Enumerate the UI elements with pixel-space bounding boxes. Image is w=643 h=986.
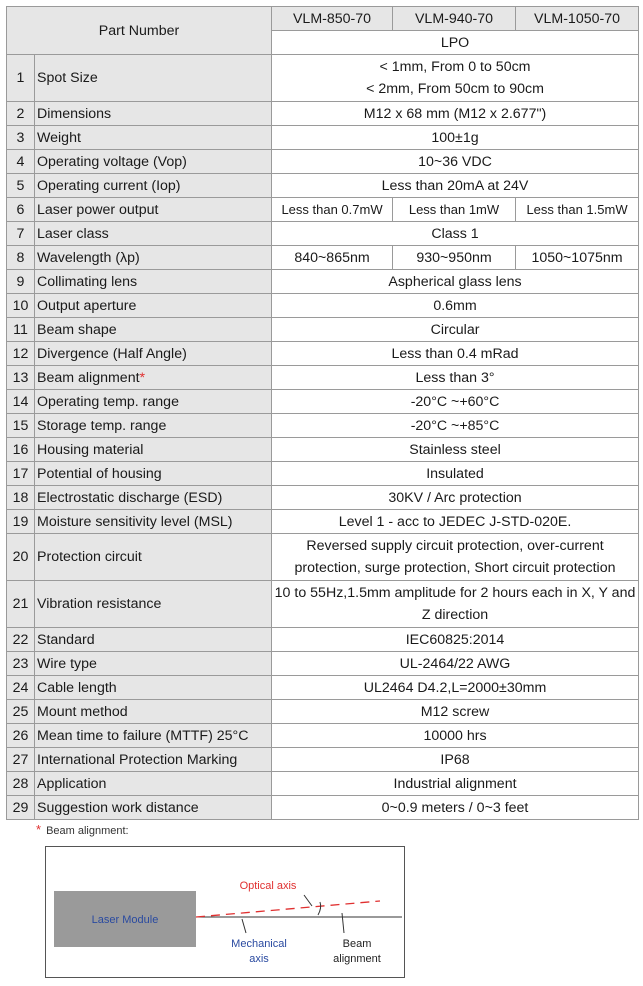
row-value: Reversed supply circuit protection, over-current protection, surge protection, Short circuit protection: [272, 534, 639, 581]
table-row: [7, 342, 639, 366]
row-label: Mount method: [35, 700, 272, 724]
row-number: 8: [7, 246, 35, 270]
table-row: [7, 772, 639, 796]
row-value: Aspherical glass lens: [272, 270, 639, 294]
row-number: 17: [7, 462, 35, 486]
row-value-line: < 1mm, From 0 to 50cm: [379, 59, 531, 75]
row-number: 15: [7, 414, 35, 438]
row-number: 5: [7, 174, 35, 198]
row-value: Level 1 - acc to JEDEC J-STD-020E.: [272, 510, 639, 534]
row-label: Wavelength (λp): [35, 246, 272, 270]
row-label: Spot Size: [35, 55, 272, 102]
table-row: [7, 724, 639, 748]
row-value: Class 1: [272, 222, 639, 246]
row-value: M12 screw: [272, 700, 639, 724]
row-label: Operating current (Iop): [35, 174, 272, 198]
row-value: UL2464 D4.2,L=2000±30mm: [272, 676, 639, 700]
row-label: Storage temp. range: [35, 414, 272, 438]
row-number: 1: [7, 55, 35, 102]
row-number: 18: [7, 486, 35, 510]
row-number: 7: [7, 222, 35, 246]
type-header: LPO: [272, 31, 639, 55]
model-header: VLM-1050-70: [516, 7, 639, 31]
table-row: [7, 581, 639, 628]
row-label: Dimensions: [35, 102, 272, 126]
row-number: 20: [7, 534, 35, 581]
row-number: 2: [7, 102, 35, 126]
model-header: VLM-850-70: [272, 7, 393, 31]
row-number: 19: [7, 510, 35, 534]
row-value: M12 x 68 mm (M12 x 2.677"): [272, 102, 639, 126]
row-value: 840~865nm: [272, 246, 393, 270]
row-label: Mean time to failure (MTTF) 25°C: [35, 724, 272, 748]
row-value: 0~0.9 meters / 0~3 feet: [272, 796, 639, 820]
table-row: [7, 318, 639, 342]
note-text: Beam alignment:: [46, 825, 129, 837]
row-number: 3: [7, 126, 35, 150]
header-row-models: [7, 7, 639, 31]
row-number: 16: [7, 438, 35, 462]
table-row: [7, 414, 639, 438]
row-value: UL-2464/22 AWG: [272, 652, 639, 676]
laser-module-label: Laser Module: [91, 914, 159, 926]
table-row: [7, 796, 639, 820]
row-value: IP68: [272, 748, 639, 772]
row-label: [35, 366, 272, 390]
row-number: 11: [7, 318, 35, 342]
table-row: [7, 676, 639, 700]
row-value: Less than 0.7mW: [272, 198, 393, 222]
row-number: 26: [7, 724, 35, 748]
alignment-angle-arc: [318, 902, 321, 915]
table-row: [7, 294, 639, 318]
row-label: Cable length: [35, 676, 272, 700]
row-number: 10: [7, 294, 35, 318]
row-label: Operating voltage (Vop): [35, 150, 272, 174]
diagram-svg: [46, 847, 404, 977]
table-row: [7, 462, 639, 486]
row-value: 10~36 VDC: [272, 150, 639, 174]
row-label: Divergence (Half Angle): [35, 342, 272, 366]
row-value: 10000 hrs: [272, 724, 639, 748]
row-value: Less than 3°: [272, 366, 639, 390]
row-label: Weight: [35, 126, 272, 150]
row-value-line: < 2mm, From 50cm to 90cm: [366, 81, 544, 97]
row-value: [272, 55, 639, 102]
optical-axis-label: Optical axis: [239, 880, 297, 892]
asterisk-marker: *: [139, 369, 146, 386]
row-value: Insulated: [272, 462, 639, 486]
row-value: 0.6mm: [272, 294, 639, 318]
spec-table: [6, 6, 639, 820]
row-number: 14: [7, 390, 35, 414]
row-number: 29: [7, 796, 35, 820]
table-row: [7, 748, 639, 772]
row-label: Suggestion work distance: [35, 796, 272, 820]
beam-alignment-diagram: [45, 846, 405, 978]
row-label: Laser power output: [35, 198, 272, 222]
row-number: 23: [7, 652, 35, 676]
row-label: Application: [35, 772, 272, 796]
table-row: [7, 246, 639, 270]
row-number: 9: [7, 270, 35, 294]
row-value: 30KV / Arc protection: [272, 486, 639, 510]
spec-table-body: [7, 7, 639, 820]
table-row: [7, 126, 639, 150]
row-number: 21: [7, 581, 35, 628]
row-value: Less than 1.5mW: [516, 198, 639, 222]
row-value: Stainless steel: [272, 438, 639, 462]
row-value: -20°C ~+85°C: [272, 414, 639, 438]
mechanical-axis-leader: [242, 919, 246, 933]
row-number: 6: [7, 198, 35, 222]
table-row: [7, 628, 639, 652]
row-label: Potential of housing: [35, 462, 272, 486]
table-row: [7, 55, 639, 102]
row-value: Less than 20mA at 24V: [272, 174, 639, 198]
row-number: 4: [7, 150, 35, 174]
row-label: Laser class: [35, 222, 272, 246]
row-number: 24: [7, 676, 35, 700]
part-number-header: Part Number: [7, 7, 272, 55]
row-value: Less than 0.4 mRad: [272, 342, 639, 366]
row-value: 10 to 55Hz,1.5mm amplitude for 2 hours each in X, Y and Z direction: [272, 581, 639, 628]
row-label: Electrostatic discharge (ESD): [35, 486, 272, 510]
row-label: Moisture sensitivity level (MSL): [35, 510, 272, 534]
table-row: [7, 366, 639, 390]
optical-axis-line: [196, 901, 380, 917]
model-header: VLM-940-70: [393, 7, 516, 31]
row-value: IEC60825:2014: [272, 628, 639, 652]
table-row: [7, 390, 639, 414]
row-number: 13: [7, 366, 35, 390]
row-label: Collimating lens: [35, 270, 272, 294]
row-value: Less than 1mW: [393, 198, 516, 222]
table-row: [7, 438, 639, 462]
row-label: Output aperture: [35, 294, 272, 318]
beam-alignment-leader: [342, 913, 344, 933]
row-label: Beam shape: [35, 318, 272, 342]
table-row: [7, 652, 639, 676]
table-row: [7, 270, 639, 294]
row-label: Protection circuit: [35, 534, 272, 581]
row-value: 930~950nm: [393, 246, 516, 270]
row-number: 12: [7, 342, 35, 366]
table-row: [7, 174, 639, 198]
row-value: Industrial alignment: [272, 772, 639, 796]
row-label: International Protection Marking: [35, 748, 272, 772]
row-value: 1050~1075nm: [516, 246, 639, 270]
row-label-text: Beam alignment: [37, 369, 140, 386]
row-label: Operating temp. range: [35, 390, 272, 414]
row-number: 27: [7, 748, 35, 772]
table-row: [7, 102, 639, 126]
row-label: Housing material: [35, 438, 272, 462]
row-number: 25: [7, 700, 35, 724]
table-row: [7, 198, 639, 222]
row-value: -20°C ~+60°C: [272, 390, 639, 414]
table-row: [7, 700, 639, 724]
row-number: 22: [7, 628, 35, 652]
table-row: [7, 534, 639, 581]
row-label: Standard: [35, 628, 272, 652]
table-row: [7, 150, 639, 174]
row-label: Vibration resistance: [35, 581, 272, 628]
beam-alignment-label-line2: alignment: [333, 953, 381, 965]
row-value: 100±1g: [272, 126, 639, 150]
mechanical-axis-label-line2: axis: [249, 953, 269, 965]
asterisk-marker: *: [36, 822, 42, 837]
beam-alignment-label-line1: Beam: [342, 938, 372, 950]
table-row: [7, 486, 639, 510]
mechanical-axis-label-line1: Mechanical: [231, 938, 287, 950]
row-label: Wire type: [35, 652, 272, 676]
table-row: [7, 222, 639, 246]
row-number: 28: [7, 772, 35, 796]
row-value: Circular: [272, 318, 639, 342]
table-row: [7, 510, 639, 534]
optical-axis-leader: [304, 895, 312, 906]
beam-alignment-note: [36, 822, 129, 837]
